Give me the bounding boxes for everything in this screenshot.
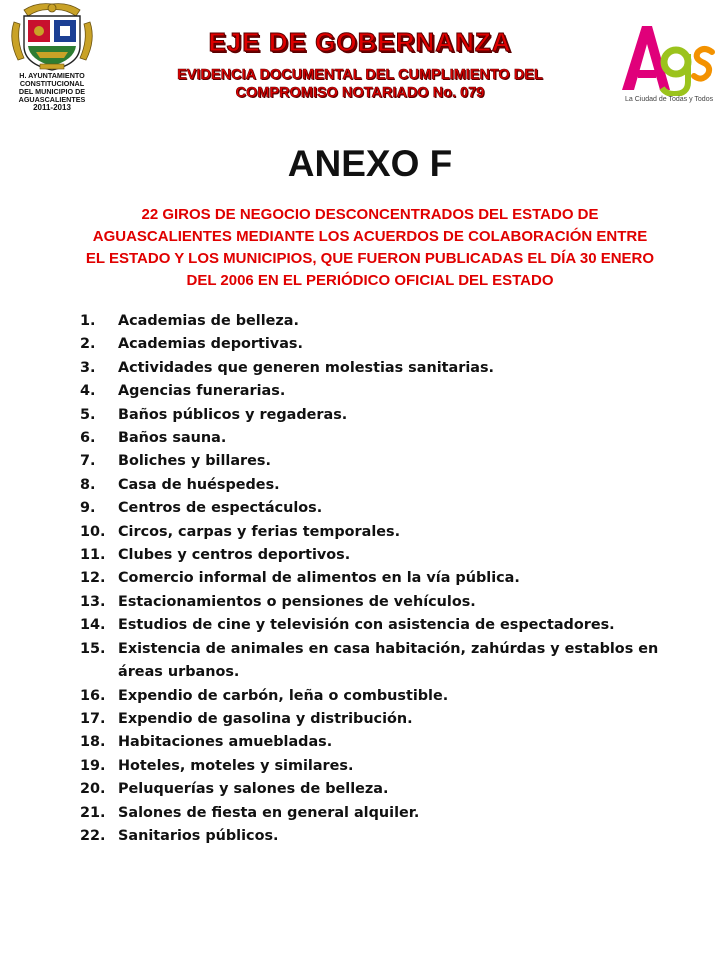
list-item-text: Expendio de carbón, leña o combustible.: [118, 687, 449, 704]
list-item: [80, 638, 680, 685]
list-item-number: 20.: [80, 781, 106, 798]
list-item: [80, 474, 680, 497]
list-item: [80, 544, 680, 567]
ags-wordmark-icon: [612, 18, 720, 96]
list-item-text: Existencia de animales en casa habitación, zahúrdas y establos en áreas urbanos.: [118, 640, 659, 681]
municipal-coat-of-arms-icon: [6, 2, 98, 72]
list-item-text: Baños sauna.: [118, 430, 227, 447]
list-item-number: 17.: [80, 710, 106, 727]
list-item-number: 14.: [80, 617, 106, 634]
list-item-text: Academias deportivas.: [118, 336, 303, 353]
list-item: [80, 567, 680, 590]
list-item: [80, 497, 680, 520]
list-item-text: Centros de espectáculos.: [118, 500, 323, 517]
list-item-text: Agencias funerarias.: [118, 383, 286, 400]
list-item: [80, 591, 680, 614]
list-item-text: Hoteles, moteles y similares.: [118, 757, 354, 774]
list-item-number: 2.: [80, 336, 96, 353]
list-item-number: 19.: [80, 757, 106, 774]
list-item-number: 4.: [80, 383, 96, 400]
list-item: [80, 427, 680, 450]
intro-line: 22 GIROS DE NEGOCIO DESCONCENTRADOS DEL ESTADO DE: [141, 206, 599, 223]
annex-intro: [60, 204, 680, 292]
list-item-number: 11.: [80, 547, 106, 564]
list-item-text: Salones de fiesta en general alquiler.: [118, 804, 420, 821]
list-item: [80, 614, 680, 637]
list-item-number: 1.: [80, 313, 96, 329]
list-item-text: Comercio informal de alimentos en la vía pública.: [118, 570, 520, 587]
list-item: [80, 708, 680, 731]
list-item-number: 6.: [80, 430, 96, 447]
list-item-text: Actividades que generen molestias sanitarias.: [118, 359, 494, 376]
ags-tagline: La Ciudad de Todas y Todos: [625, 96, 714, 103]
intro-line: AGUASCALIENTES MEDIANTE LOS ACUERDOS DE COLABORACIÓN ENTRE: [92, 228, 648, 245]
list-item-number: 5.: [80, 406, 96, 423]
list-item: [80, 450, 680, 473]
list-item: [80, 333, 680, 356]
seal-caption-line: AGUASCALIENTES: [18, 95, 86, 104]
business-types-list: [80, 310, 680, 848]
list-item-text: Academias de belleza.: [118, 313, 299, 329]
list-item-number: 13.: [80, 593, 106, 610]
list-item-text: Sanitarios públicos.: [118, 827, 279, 844]
list-item-text: Baños públicos y regaderas.: [118, 406, 348, 423]
list-item: [80, 521, 680, 544]
header-subtitle-line: EVIDENCIA DOCUMENTAL DEL CUMPLIMIENTO DEL: [177, 67, 543, 83]
seal-caption-line: DEL MUNICIPIO DE: [18, 87, 86, 96]
list-item-text: Peluquerías y salones de belleza.: [118, 781, 389, 798]
list-item: [80, 685, 680, 708]
intro-line: DEL 2006 EN EL PERIÓDICO OFICIAL DEL ESTADO: [186, 272, 554, 289]
list-item-number: 21.: [80, 804, 106, 821]
list-item-number: 9.: [80, 500, 96, 517]
list-item: [80, 310, 680, 333]
seal-caption: [6, 72, 98, 112]
municipal-seal: [6, 2, 98, 126]
list-item-text: Circos, carpas y ferias temporales.: [118, 523, 401, 540]
header-title: EJE DE GOBERNANZA: [208, 27, 512, 57]
document-header: [120, 26, 600, 102]
header-subtitle-line: COMPROMISO NOTARIADO No. 079: [235, 85, 485, 101]
list-item: [80, 404, 680, 427]
list-item-text: Estacionamientos o pensiones de vehículos.: [118, 593, 476, 610]
intro-line: EL ESTADO Y LOS MUNICIPIOS, QUE FUERON PUBLICADAS EL DÍA 30 ENERO: [85, 250, 655, 267]
list-item: [80, 802, 680, 825]
seal-caption-years: 2011-2013: [33, 103, 71, 112]
seal-caption-line: CONSTITUCIONAL: [19, 79, 85, 88]
list-item-number: 16.: [80, 687, 106, 704]
list-item-number: 22.: [80, 827, 106, 844]
list-item-text: Clubes y centros deportivos.: [118, 547, 351, 564]
seal-caption-line: H. AYUNTAMIENTO: [19, 71, 85, 80]
list-item: [80, 755, 680, 778]
list-item-text: Casa de huéspedes.: [118, 476, 280, 493]
list-item-number: 10.: [80, 523, 106, 540]
list-item: [80, 825, 680, 848]
list-item-number: 12.: [80, 570, 106, 587]
list-item: [80, 778, 680, 801]
list-item-number: 15.: [80, 640, 106, 657]
list-item-number: 18.: [80, 734, 106, 751]
list-item-text: Expendio de gasolina y distribución.: [118, 710, 413, 727]
ags-city-logo: [612, 18, 720, 118]
list-item-text: Boliches y billares.: [118, 453, 271, 470]
list-item: [80, 380, 680, 403]
annex-heading: ANEXO F: [287, 143, 453, 184]
list-item: [80, 731, 680, 754]
list-item-text: Habitaciones amuebladas.: [118, 734, 333, 751]
list-item-text: Estudios de cine y televisión con asistencia de espectadores.: [118, 617, 615, 634]
list-item-number: 8.: [80, 476, 96, 493]
header-subtitle: [120, 66, 600, 102]
list-item: [80, 357, 680, 380]
list-item-number: 3.: [80, 359, 96, 376]
list-item-number: 7.: [80, 453, 96, 470]
